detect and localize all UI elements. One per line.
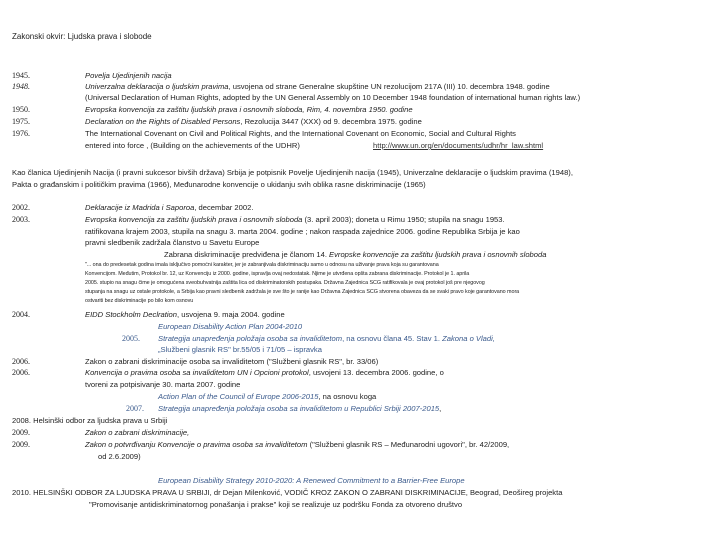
entry-rest: , Rezolucija 3447 (XXX) od 9. decembra 1975. godine	[240, 117, 422, 126]
entry-rest: , usvojeni 13. decembra 2006. godine, o	[308, 368, 444, 377]
year-label: 1950.	[12, 105, 30, 114]
entry-text: Povelja Ujedinjenih nacija	[85, 71, 172, 80]
entry-text: Evropska konvencija za zaštitu ljudskih prava i osnovnih sloboda, Rim, 4. novembra 1950. godine	[85, 105, 413, 114]
entry-text	[85, 82, 550, 92]
entry-rest: , decembar 2002.	[194, 203, 254, 212]
entry-text: (Universal Declaration of Human Rights, adopted by the UN General Assembly on 10 December 1948 foundation of international human rights law.)	[85, 93, 581, 102]
year-label: 1948.	[12, 82, 30, 91]
entry-text	[85, 215, 505, 225]
year-label: 1976.	[12, 129, 30, 138]
entry-text: od 2.6.2009)	[98, 452, 141, 461]
entry-text	[158, 404, 441, 414]
year-label: 2004.	[12, 310, 30, 319]
entry-title: Strategija unapređenja položaja osoba sa invaliditetom	[158, 334, 343, 343]
entry-text	[85, 368, 444, 378]
entry-text: European Disability Action Plan 2004-2010	[158, 322, 303, 331]
entry-title: EIDD Stockholm Declration	[85, 310, 178, 319]
quote-line: ostvariti bez diskriminacije po bilo kom osnovu	[85, 298, 194, 304]
year-label: 2006.	[12, 357, 30, 366]
entry-rest: , na osnovu koga	[318, 392, 377, 401]
entry-text: ratifikovana krajem 2003, stupila na snagu 3. marta 2004. godine ; nakon raspada zajednice 2006. godine Republika Srbija je kao	[85, 227, 520, 236]
entry-text	[85, 203, 253, 213]
entry-text	[158, 334, 495, 344]
quote-line: stupanja na snagu uz ostale protokole, a Srbija kao pravni sledbenik zadržala je sve što je ranije kao Državna Zajednica SCG stvorena obaveza da se svaki pravo koje garantovano mora	[85, 289, 520, 295]
entry-text: „Službeni glasnik RS" br.55/05 i 71/05 – ispravka	[158, 345, 322, 354]
entry-rest: Zabrana diskriminacije predviđena je članom 14.	[164, 250, 327, 259]
entry-title: Zakon o potvrđivanju	[85, 440, 158, 449]
entry-text: 2010. HELSINŠKI ODBOR ZA LJUDSKA PRAVA U SRBIJI, dr Dejan Milenković, VODIČ KROZ ZAKON O ZABRANI DISKRIMINACIJE, Beograd, Deošireg projekta	[12, 488, 563, 497]
entry-text	[85, 310, 285, 320]
entry-rest: A Renewed Commitment to a Barrier-Free Europe	[294, 476, 465, 485]
year-label: 2007.	[126, 404, 144, 413]
entry-text: Zakon o zabrani diskriminacije,	[85, 428, 190, 437]
year-label: 2006.	[12, 368, 30, 377]
year-label: 2003.	[12, 215, 30, 224]
paragraph-line: Kao članica Ujedinjenih Nacija (i pravni sukcesor bivših država) Srbija je potpisnik Povelje Ujedinjenih nacija (1945), Univerzalne deklaracije o ljudskim pravima (1948),	[12, 168, 573, 177]
entry-text	[164, 250, 546, 260]
entry-rest: (3. april 2003); doneta u Rimu 1950; stupila na snagu 1953.	[302, 215, 505, 224]
entry-title: Deklaracije iz Madrida i Saporoa	[85, 203, 195, 212]
entry-text: "Promovisanje antidiskriminatornog ponašanja i prakse" koji se realizuje uz podršku Fonda za otvoreno društvo	[89, 500, 463, 509]
entry-text	[158, 476, 465, 486]
quote-line: 2005. stupio na snagu čime je omogućena sveobuhvatnija zaštita lica od diskriminatorskih postupaka. Državna Zajednica SCG ratifikovala je ovaj protokol još pre njegovog	[85, 280, 485, 286]
page-title: Zakonski okvir: Ljudska prava i slobode	[12, 32, 152, 41]
entry-rest: , usvojena od strane Generalne skupštine UN rezolucijom 217A (III) 10. decembra 1948. godine	[228, 82, 550, 91]
udhr-link[interactable]: http://www.un.org/en/documents/udhr/hr_law.shtml	[373, 141, 544, 150]
entry-title: Declaration on the Rights of Disabled Persons	[85, 117, 241, 126]
entry-title: UN i Opcioni protokol	[234, 368, 309, 377]
quote-line: "... ona do predesetak godina imala isključivo pomoćni karakter, jer je zabranjivala diskriminaciju samo u odnosu na uživanje prava koja su garantovana	[85, 262, 439, 268]
entry-title: European Disability Strategy 2010-2020:	[158, 476, 295, 485]
entry-text	[158, 392, 376, 402]
year-label: 1975.	[12, 117, 30, 126]
entry-title: Evropska konvencija za zaštitu ljudskih prava i osnovnih sloboda	[85, 215, 303, 224]
year-label: 2009.	[12, 428, 30, 437]
entry-rest: ("Službeni glasnik RS – Međunarodni ugovori", br. 42/2009,	[307, 440, 510, 449]
entry-text: The International Covenant on Civil and Political Rights, and the International Covenant on Economic, Social and Cultural Rights	[85, 129, 516, 138]
year-label: 1945.	[12, 71, 30, 80]
entry-rest: , na osnovu člana 45. Stav 1.	[342, 334, 443, 343]
entry-title: Action Plan of the Council of Europe 2006-2015	[158, 392, 319, 401]
entry-title: Konvencija o pravima osoba sa invaliditetom	[85, 368, 235, 377]
year-label: 2009.	[12, 440, 30, 449]
entry-rest: entered into force , (Building on the achievements of the UDHR)	[85, 141, 300, 150]
entry-title: Strategija unapređenja položaja osoba sa invaliditetom u Republici Srbiji 2007-2015	[158, 404, 440, 413]
entry-text: 2008. Helsinški odbor za ljudska prava u Srbiji	[12, 416, 168, 425]
entry-text	[85, 440, 509, 450]
entry-text: Zakon o zabrani diskriminacije osoba sa invaliditetom ("Službeni glasnik RS", br. 33/06)	[85, 357, 379, 366]
year-label: 2002.	[12, 203, 30, 212]
entry-title: Evropske konvencije za zaštitu ljudskih prava i osnovnih sloboda	[326, 250, 547, 259]
entry-text: tvoreni za potpisivanje 30. marta 2007. godine	[85, 380, 241, 389]
paragraph-line: Pakta o građanskim i političkim pravima (1966), Međunarodne konvencije o ukidanju svih oblika rasne diskriminacije (1965)	[12, 180, 426, 189]
entry-text	[85, 141, 300, 151]
entry-rest: ,	[439, 404, 442, 413]
entry-title: Univerzalna deklaracija o ljudskim pravima	[85, 82, 229, 91]
entry-title: Konvencije o pravima osoba sa invaliditetom	[157, 440, 308, 449]
entry-rest: Zakona o Vladi,	[442, 334, 495, 343]
year-label: 2005.	[122, 334, 140, 343]
quote-line: Konvencijom. Međutim, Protokol br. 12, uz Konvenciju iz 2000. godine, ispravlja ovaj nedostatak. Njime je utvrđena opšta zabrana diskriminacije. Protokol je 1. aprila	[85, 271, 470, 277]
entry-text: pravni sledbenik zadržala članstvo u Savetu Europe	[85, 238, 260, 247]
entry-rest: , usvojena 9. maja 2004. godine	[177, 310, 285, 319]
entry-text	[85, 117, 422, 127]
